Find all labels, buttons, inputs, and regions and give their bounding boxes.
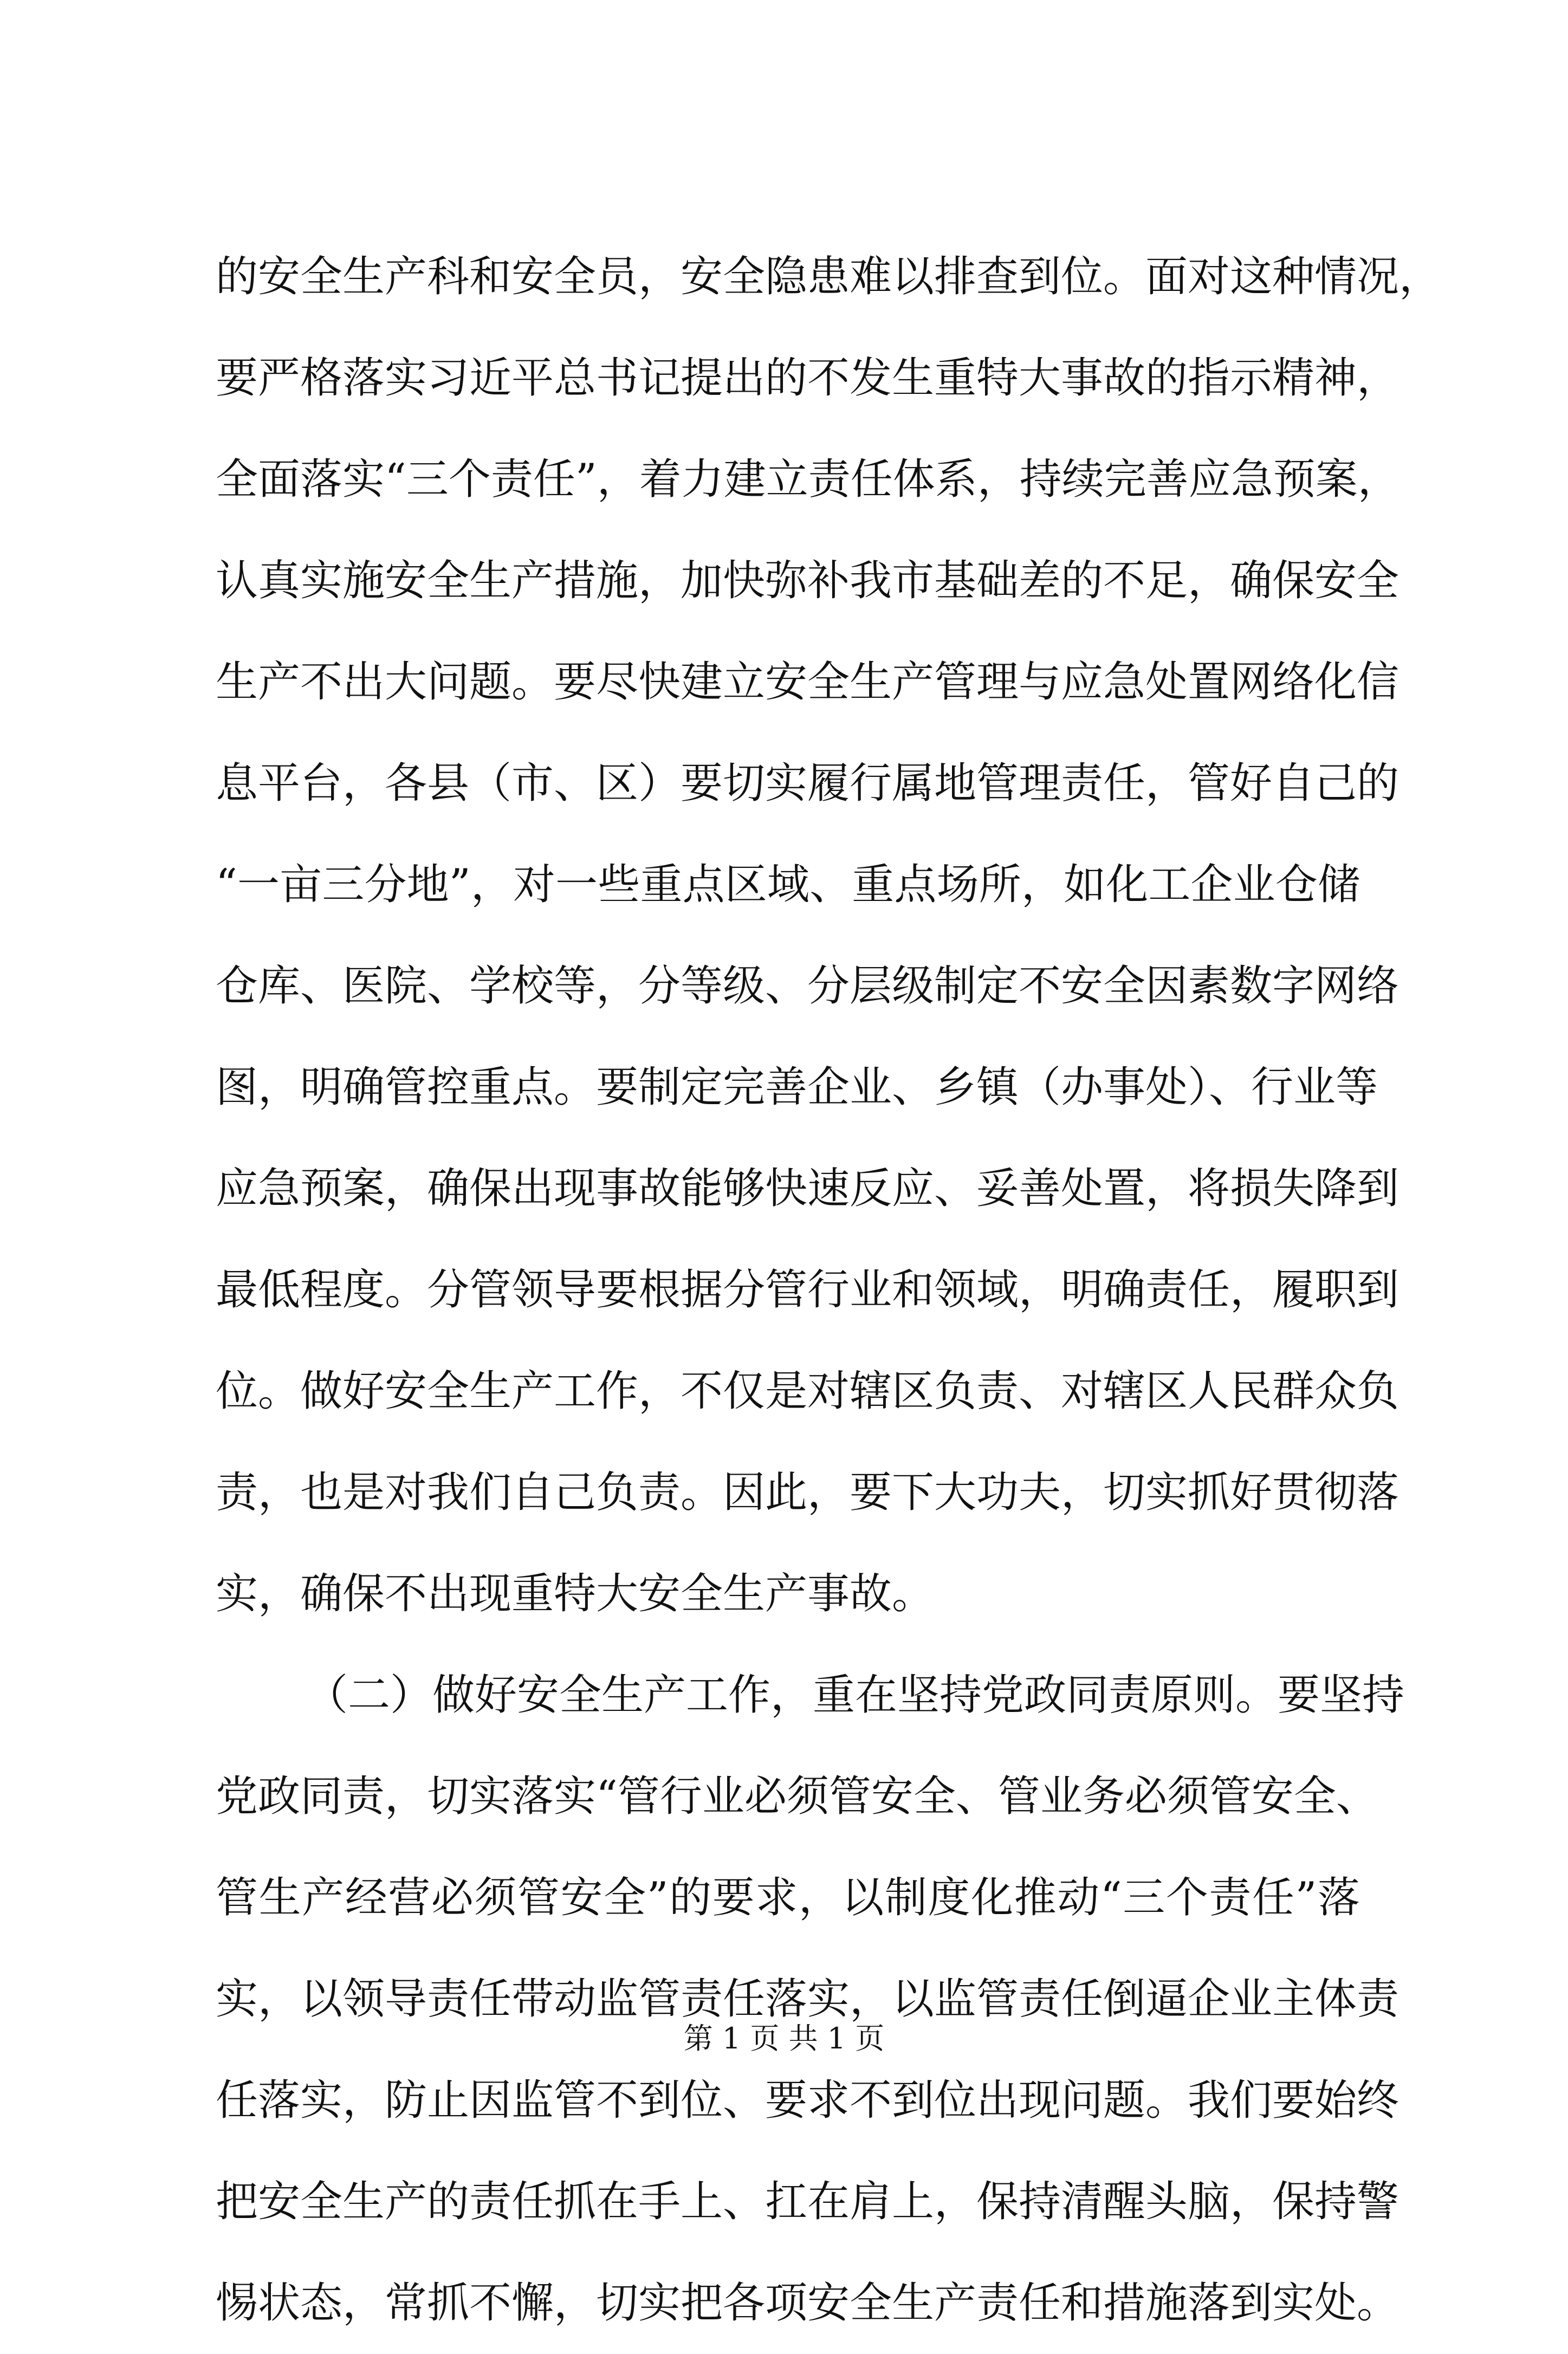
text-line: 把安全生产的责任抓在手上、扛在肩上，保持清醒头脑，保持警 xyxy=(216,2177,1399,2226)
text-line: 的安全生产科和安全员，安全隐患难以排查到位。面对这种情况， xyxy=(216,252,1442,301)
text-line: （二）做好安全生产工作，重在坚持党政同责原则。要坚持 xyxy=(306,1671,1405,1720)
text-line: 任落实，防止因监管不到位、要求不到位出现问题。我们要始终 xyxy=(216,2076,1399,2125)
text-line: 责，也是对我们自己负责。因此，要下大功夫，切实抓好贯彻落 xyxy=(216,1468,1399,1517)
text-line: 全面落实“三个责任”，着力建立责任体系，持续完善应急预案， xyxy=(216,455,1400,504)
text-line: 实，以领导责任带动监管责任落实，以监管责任倒逼企业主体责 xyxy=(216,1975,1399,2024)
text-line: “一亩三分地”，对一些重点区域、重点场所，如化工企业仓储 xyxy=(216,860,1360,909)
text-line: 图，明确管控重点。要制定完善企业、乡镇（办事处）、行业等 xyxy=(216,1063,1378,1112)
text-line: 最低程度。分管领导要根据分管行业和领域，明确责任，履职到 xyxy=(216,1266,1399,1314)
text-line: 认真实施安全生产措施，加快弥补我市基础差的不足，确保安全 xyxy=(216,556,1399,605)
text-line: 息平台，各县（市、区）要切实履行属地管理责任，管好自己的 xyxy=(216,759,1399,808)
text-line: 位。做好安全生产工作，不仅是对辖区负责、对辖区人民群众负 xyxy=(216,1367,1399,1416)
text-line: 生产不出大问题。要尽快建立安全生产管理与应急处置网络化信 xyxy=(216,658,1399,706)
text-line: 要严格落实习近平总书记提出的不发生重特大事故的指示精神， xyxy=(216,354,1399,403)
text-line: 管生产经营必须管安全”的要求，以制度化推动“三个责任”落 xyxy=(216,1873,1360,1922)
text-line: 应急预案，确保出现事故能够快速反应、妥善处置，将损失降到 xyxy=(216,1164,1399,1213)
text-line: 仓库、医院、学校等，分等级、分层级制定不安全因素数字网络 xyxy=(216,962,1399,1010)
text-line: 实，确保不出现重特大安全生产事故。 xyxy=(216,1570,935,1618)
page-footer: 第 1 页 共 1 页 xyxy=(683,2021,885,2055)
text-line: 惕状态，常抓不懈，切实把各项安全生产责任和措施落到实处。 xyxy=(216,2279,1399,2327)
text-line: 党政同责，切实落实“管行业必须管安全、管业务必须管安全、 xyxy=(216,1772,1378,1821)
paragraph-1 xyxy=(216,226,1442,1645)
paragraph-2 xyxy=(216,1645,1405,2354)
